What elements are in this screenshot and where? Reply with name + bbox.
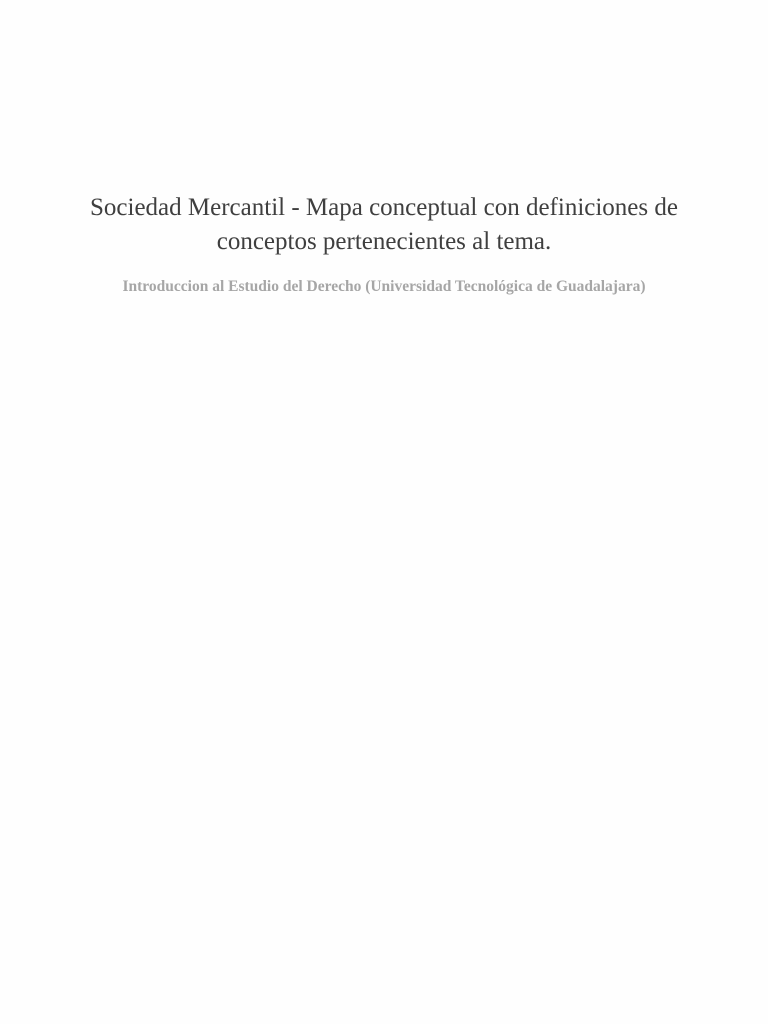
document-subtitle: Introduccion al Estudio del Derecho (Universidad Tecnológica de Guadalajara) bbox=[122, 278, 646, 295]
cover-header bbox=[60, 191, 708, 297]
document-title: Sociedad Mercantil - Mapa conceptual con definiciones de conceptos pertenecientes al tema. bbox=[90, 194, 678, 255]
